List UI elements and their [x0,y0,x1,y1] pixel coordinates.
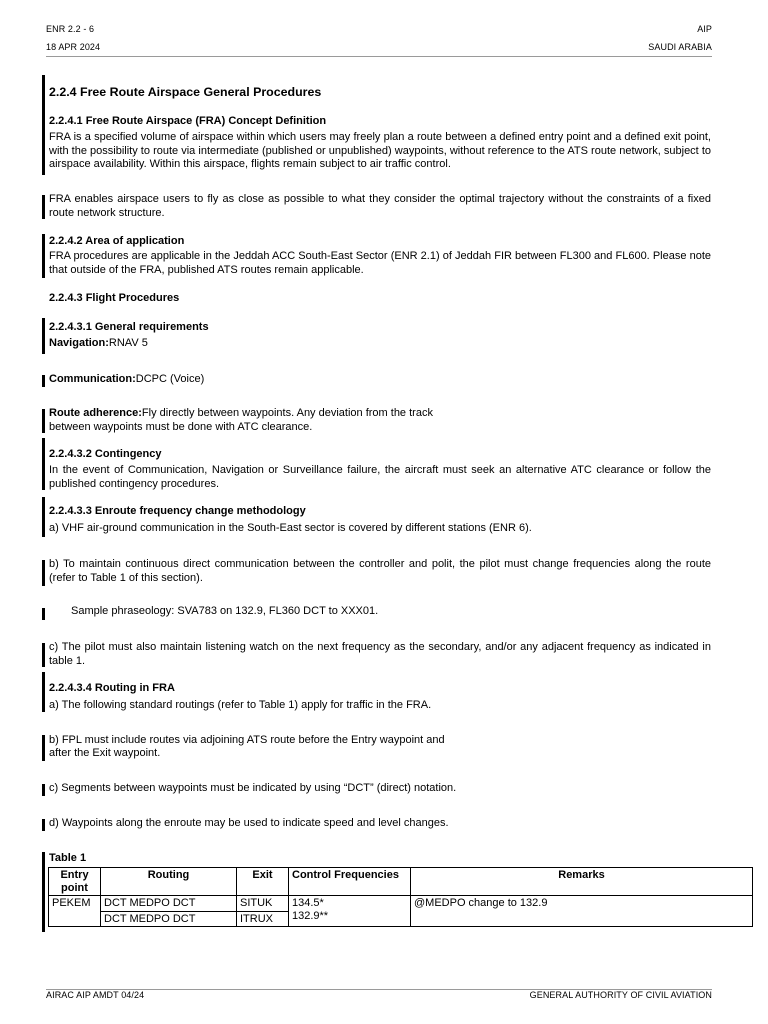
navigation-line [49,337,148,351]
frequency-primary: 134.5* [292,897,324,909]
table-caption: Table 1 [49,852,87,864]
s34-item-b-1: b) FPL must include routes via adjoining ATS route before the Entry waypoint and [49,734,445,746]
change-bar [42,735,45,761]
change-bar [42,75,45,175]
s34-item-d: d) Waypoints along the enroute may be used to indicate speed and level changes. [49,817,449,829]
s33-item-b: b) To maintain continuous direct communication between the controller and polit, the pilot must change frequencies along the route (refer to Table 1 of this section). [49,558,711,584]
route-adherence-line [49,407,433,421]
frequency-secondary: 132.9** [292,910,329,922]
header-rule [46,56,712,57]
s33-heading: 2.2.4.3.3 Enroute frequency change methodology [49,505,306,517]
sample-phraseology: Sample phraseology: SVA783 on 132.9, FL360 DCT to XXX01. [71,605,379,617]
s32-paragraph: In the event of Communication, Navigation or Surveillance failure, the aircraft must seek an alternative ATC clearance or follow the published contingency procedures. [49,464,711,490]
change-bar [42,195,45,219]
header-routing: Routing [101,868,237,896]
header-remarks: Remarks [411,868,753,896]
change-bar [42,438,45,490]
exit-cell: ITRUX [237,911,289,927]
s31-heading: 2.2.4.3.1 General requirements [49,321,209,333]
route-adherence-text-1: Fly directly between waypoints. Any deviation from the track [141,407,433,419]
footer-authority: GENERAL AUTHORITY OF CIVIL AVIATION [529,990,712,1000]
section-title: 2.2.4 Free Route Airspace General Procedures [49,85,322,99]
change-bar [42,234,45,278]
communication-value: DCPC (Voice) [135,373,205,385]
frequencies-cell [289,896,411,927]
header-country: SAUDI ARABIA [648,42,712,52]
route-adherence-text-2: between waypoints must be done with ATC clearance. [49,421,313,433]
s3-heading: 2.2.4.3 Flight Procedures [49,292,180,304]
change-bar [42,819,45,831]
remarks-cell: @MEDPO change to 132.9 [411,896,753,927]
navigation-value: RNAV 5 [108,337,148,349]
routing-cell: DCT MEDPO DCT [101,896,237,912]
change-bar [42,852,45,932]
s33-item-a: a) VHF air-ground communication in the South-East sector is covered by different stations (ENR 6). [49,522,532,534]
header-entry-point: Entry point [49,868,101,896]
s32-heading: 2.2.4.3.2 Contingency [49,448,162,460]
change-bar [42,318,45,354]
route-adherence-label: Route adherence: [49,407,142,419]
communication-line [49,373,204,387]
s34-item-b-2: after the Exit waypoint. [49,747,161,759]
exit-cell: SITUK [237,896,289,912]
s1-paragraph-1: FRA is a specified volume of airspace within which users may freely plan a route between a defined entry point and a defined exit point, with the possibility to route via intermediate (published or unpublished) waypoints, without reference to the ATS route network, subject to airspace availability. Within this airspace, flights remain subject to air traffic control. [49,131,711,171]
navigation-label: Navigation: [49,337,109,349]
change-bar [42,672,45,712]
header-date: 18 APR 2024 [46,42,101,52]
change-bar [42,497,45,537]
s33-item-c: c) The pilot must also maintain listening watch on the next frequency as the secondary, and/or any adjacent frequency as indicated in table 1. [49,641,711,667]
change-bar [42,560,45,586]
s34-item-a: a) The following standard routings (refer to Table 1) apply for traffic in the FRA. [49,699,432,711]
s1-heading: 2.2.4.1 Free Route Airspace (FRA) Concept Definition [49,115,327,127]
s34-item-c: c) Segments between waypoints must be indicated by using “DCT” (direct) notation. [49,782,457,794]
s34-heading: 2.2.4.3.4 Routing in FRA [49,682,175,694]
s2-paragraph: FRA procedures are applicable in the Jeddah ACC South-East Sector (ENR 2.1) of Jeddah FIR between FL300 and FL600. Please note that outside of the FRA, published ATS routes remain applicable. [49,250,711,276]
communication-label: Communication: [49,373,136,385]
change-bar [42,784,45,796]
header-aip: AIP [697,24,712,34]
footer-amendment: AIRAC AIP AMDT 04/24 [46,990,145,1000]
header-page-ref: ENR 2.2 - 6 [46,24,95,34]
frequency-table [48,867,753,927]
change-bar [42,409,45,433]
header-exit: Exit [237,868,289,896]
s1-paragraph-2: FRA enables airspace users to fly as close as possible to what they consider the optimal trajectory without the constraints of a fixed route network structure. [49,193,711,219]
s2-heading: 2.2.4.2 Area of application [49,235,185,247]
entry-cell: PEKEM [49,896,101,927]
routing-cell: DCT MEDPO DCT [101,911,237,927]
change-bar [42,375,45,387]
table-header-row [49,868,753,896]
table-row [49,896,753,912]
change-bar [42,643,45,667]
change-bar [42,608,45,620]
header-control-frequencies: Control Frequencies [289,868,411,896]
